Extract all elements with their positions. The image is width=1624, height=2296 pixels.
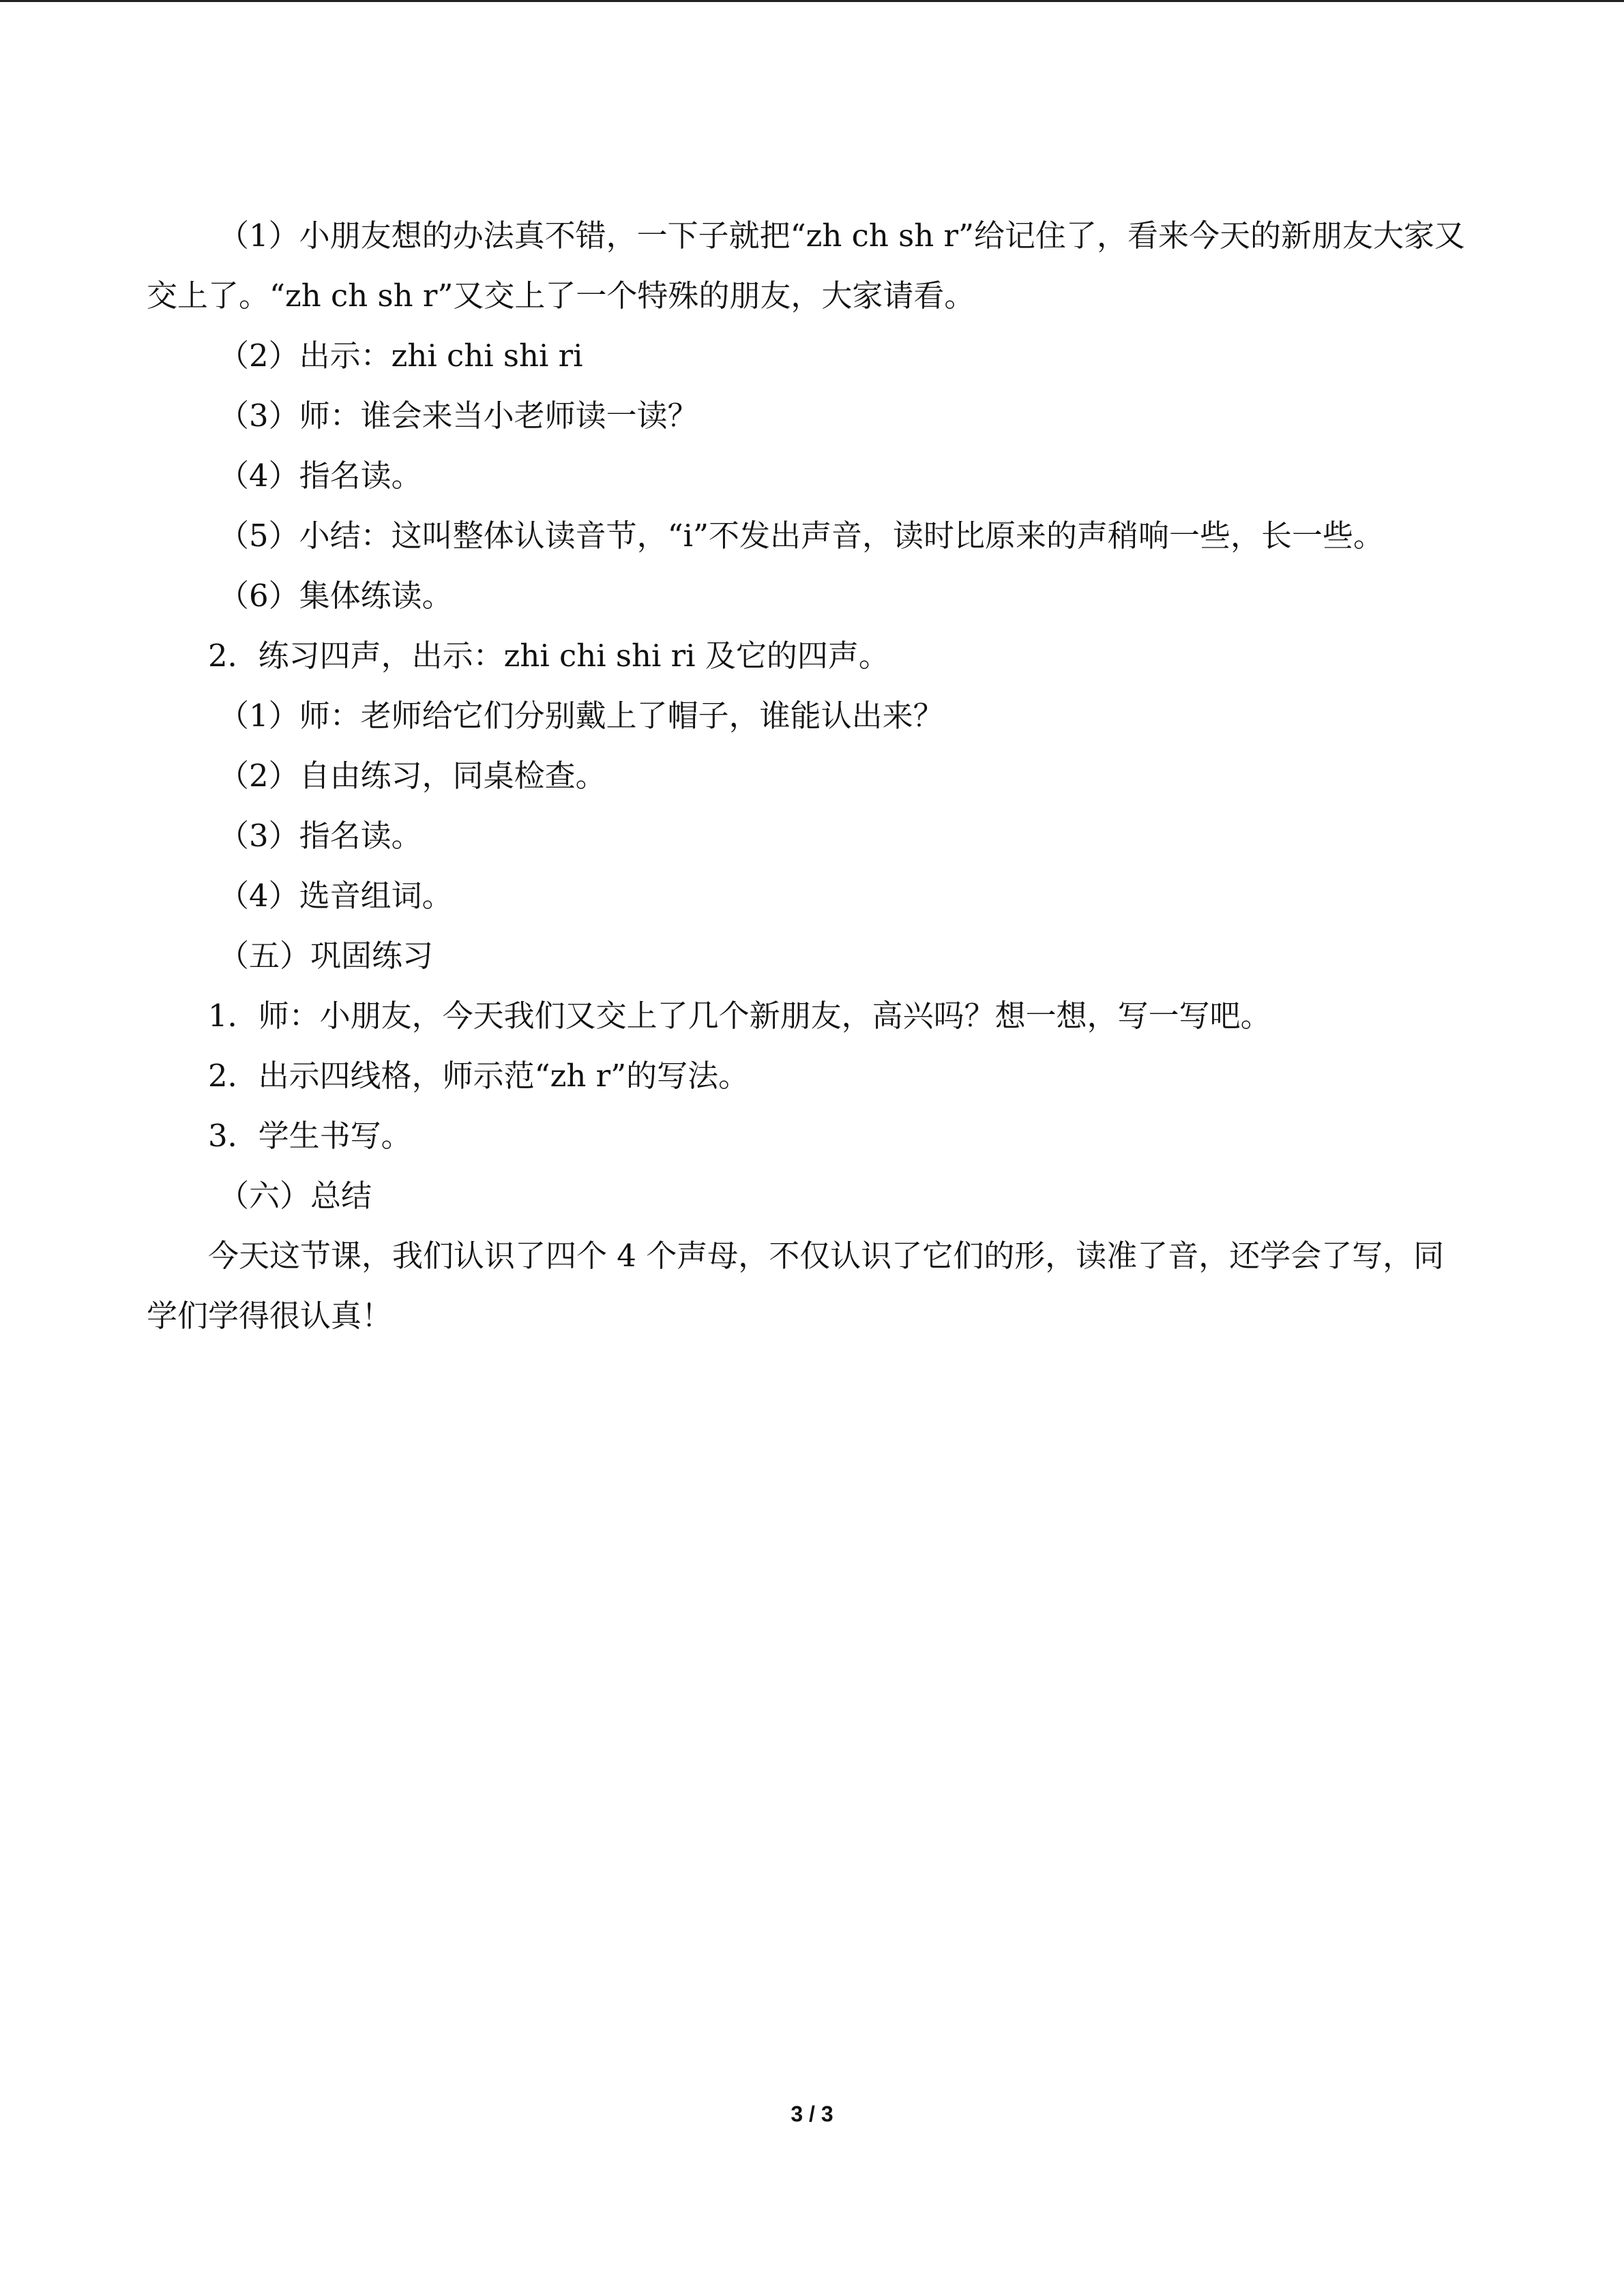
paragraph-9: （2）自由练习，同桌检查。 [218, 758, 606, 794]
paragraph-1: （1）小朋友想的办法真不错，一下子就把“zh ch sh r”给记住了，看来今天的新朋友大家又交上了。“zh ch sh r”又交上了一个特殊的朋友，大家请看。 [147, 218, 1466, 314]
page-number: 3 / 3 [791, 2102, 833, 2126]
paragraph-13: 1．师：小朋友，今天我们又交上了几个新朋友，高兴吗？想一想，写一写吧。 [208, 998, 1271, 1034]
paragraph-8: （1）师：老师给它们分别戴上了帽子，谁能认出来？ [218, 698, 944, 734]
paragraph-4: （4）指名读。 [218, 458, 422, 494]
paragraph-7: 2．练习四声，出示：zhi chi shi ri 及它的四声。 [208, 638, 889, 674]
paragraph-10: （3）指名读。 [218, 818, 422, 854]
paragraph-5: （5）小结：这叫整体认读音节，“i”不发出声音，读时比原来的声稍响一些，长一些。 [218, 518, 1385, 554]
paragraph-6: （6）集体练读。 [218, 578, 453, 614]
section-heading-consolidation: （五）巩固练习 [218, 938, 434, 974]
paragraph-3: （3）师：谁会来当小老师读一读？ [218, 398, 698, 434]
paragraph-14: 2．出示四线格，师示范“zh r”的写法。 [208, 1058, 750, 1094]
page-top-border [0, 0, 1624, 2]
paragraph-17: 今天这节课，我们认识了四个 4 个声母，不仅认识了它们的形，读准了音，还学会了写，同学们学得很认真！ [147, 1238, 1445, 1334]
document-body [147, 206, 1470, 1346]
paragraph-15: 3．学生书写。 [208, 1118, 412, 1154]
paragraph-2: （2）出示：zhi chi shi ri [218, 338, 583, 374]
section-heading-summary: （六）总结 [218, 1178, 372, 1214]
paragraph-11: （4）选音组词。 [218, 878, 453, 914]
